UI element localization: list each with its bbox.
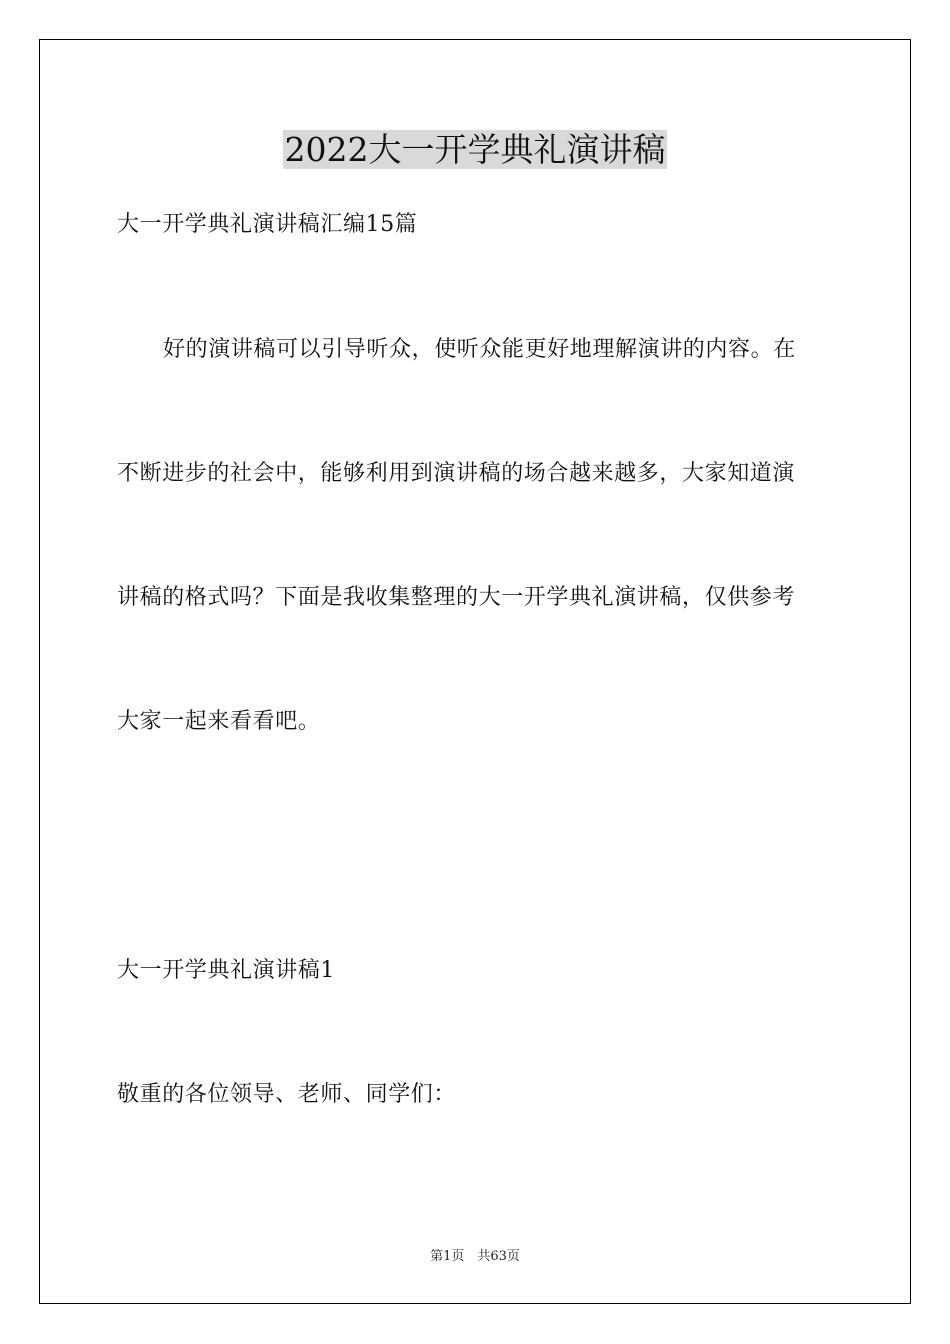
paragraph-line-1: 好的演讲稿可以引导听众，使听众能更好地理解演讲的内容。在 [163,337,796,362]
page-number-footer: 第1页 共63页 [430,1249,520,1264]
document-title-text: 2022大一开学典礼演讲稿 [284,130,666,169]
section-heading: 大一开学典礼演讲稿1 [117,958,335,983]
salutation: 敬重的各位领导、老师、同学们： [117,1082,457,1107]
paragraph-line-2: 不断进步的社会中，能够利用到演讲稿的场合越来越多，大家知道演 [117,461,796,486]
paragraph-line-4: 大家一起来看看吧。 [117,709,321,734]
document-title [0,128,950,172]
document-subtitle: 大一开学典礼演讲稿汇编15篇 [117,212,418,237]
paragraph-line-3: 讲稿的格式吗？下面是我收集整理的大一开学典礼演讲稿，仅供参考 [117,585,796,610]
